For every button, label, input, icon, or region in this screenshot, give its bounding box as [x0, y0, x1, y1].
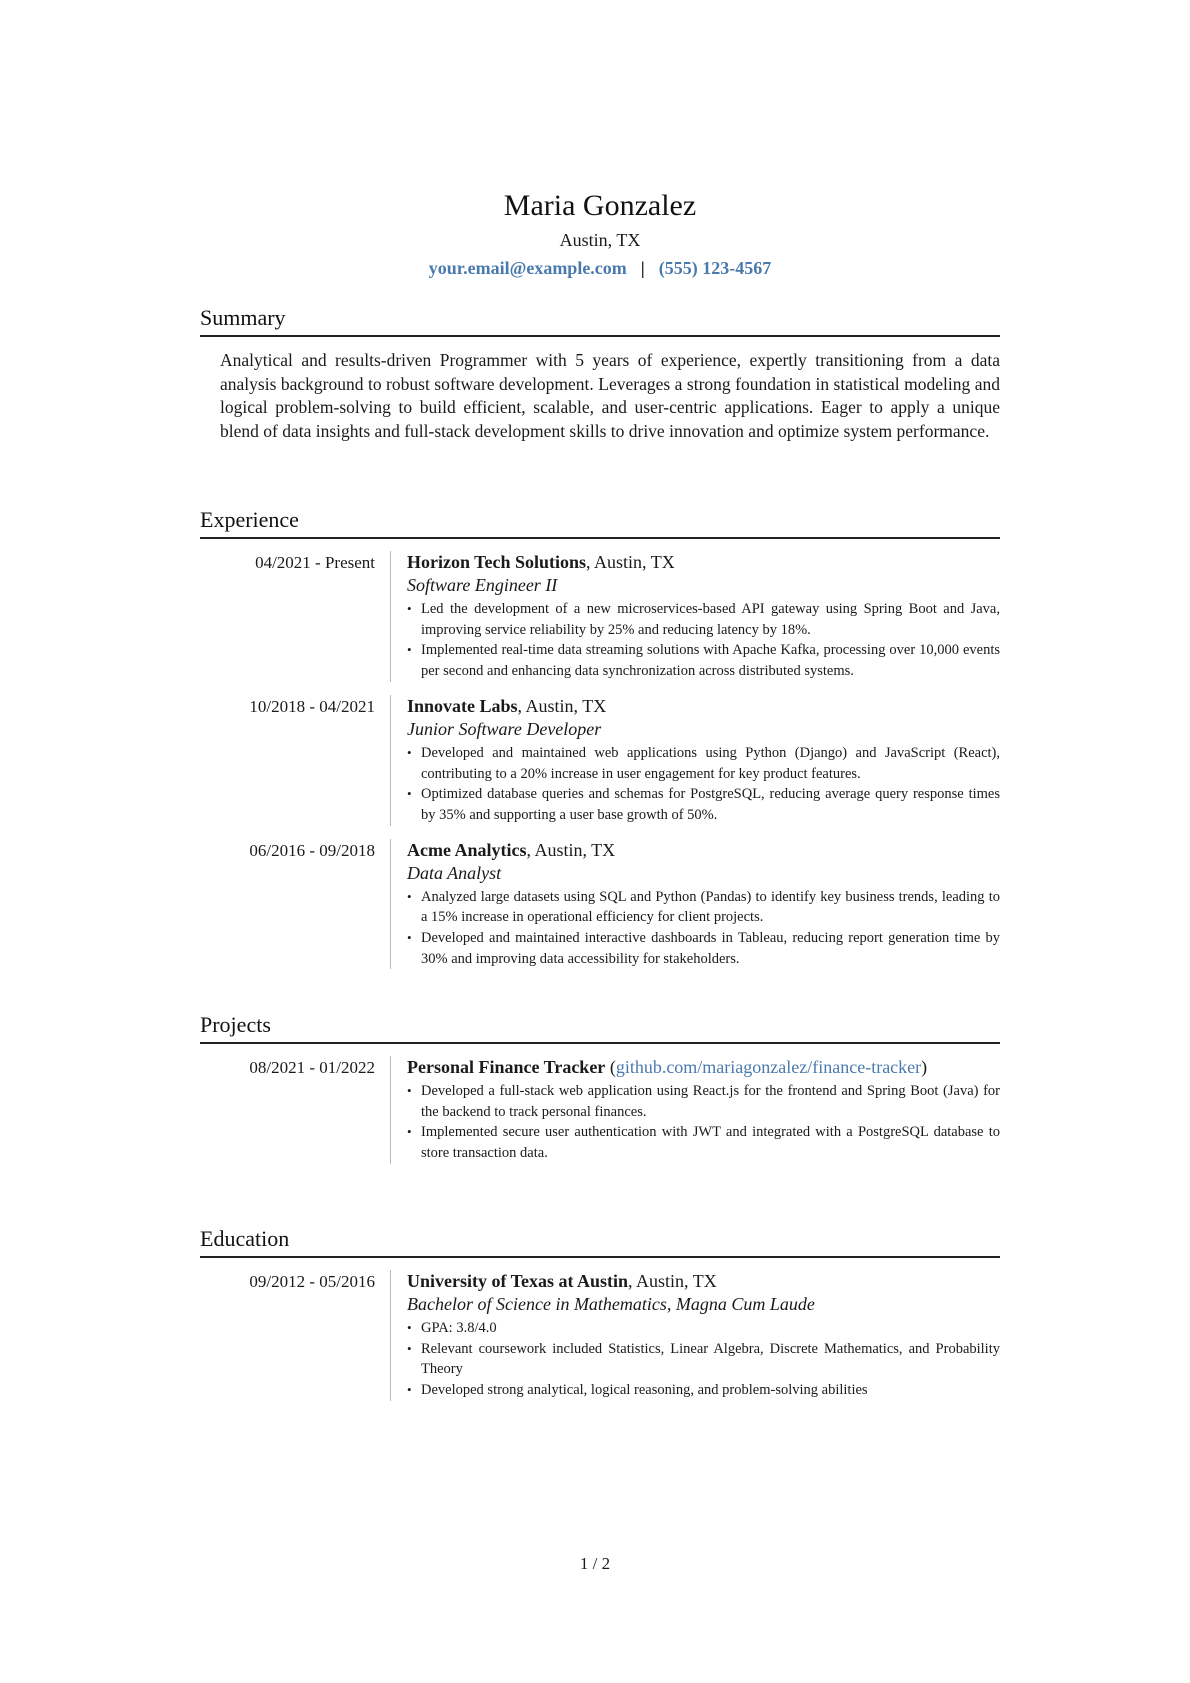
- entry-date: 06/2016 - 09/2018: [200, 839, 391, 970]
- org-line: [407, 695, 1000, 718]
- org-line: [407, 1270, 1000, 1293]
- bullet-item: • Relevant coursework included Statistics, Linear Algebra, Discrete Mathematics, and Probability Theory: [407, 1339, 1000, 1380]
- project-title-line: [407, 1056, 1000, 1079]
- section-title-projects: Projects: [200, 1011, 1000, 1044]
- project-link[interactable]: github.com/mariagonzalez/finance-tracker: [615, 1057, 922, 1077]
- org-name: Horizon Tech Solutions: [407, 552, 587, 572]
- experience-entry: [200, 551, 1000, 682]
- org-location: , Austin, TX: [517, 695, 607, 716]
- candidate-name: Maria Gonzalez: [503, 189, 697, 222]
- education-entry: [200, 1270, 1000, 1401]
- bullet-item: • Developed and maintained interactive dashboards in Tableau, reducing report generation time by 30% and improving data accessibility for stakeholders.: [407, 928, 1000, 969]
- page-number: 1 / 2: [579, 1554, 611, 1573]
- school-location: , Austin, TX: [628, 1271, 717, 1291]
- section-title-education: Education: [200, 1225, 1000, 1258]
- resume-header: [200, 188, 1000, 280]
- bullet-list: [407, 599, 1000, 682]
- entry-date: 09/2012 - 05/2016: [200, 1270, 391, 1401]
- bullet-list: [407, 1318, 1000, 1401]
- org-location: , Austin, TX: [586, 552, 675, 572]
- entry-body: [391, 551, 1000, 682]
- org-line: [407, 839, 1000, 862]
- entry-body: [391, 1056, 1000, 1164]
- entry-date: 08/2021 - 01/2022: [200, 1056, 391, 1164]
- bullet-list: [407, 887, 1000, 970]
- job-title: Software Engineer II: [407, 575, 558, 595]
- summary-section: [200, 304, 1000, 443]
- entry-date: 04/2021 - Present: [200, 551, 391, 682]
- entry-body: [391, 839, 1000, 970]
- bullet-item: • Implemented secure user authentication with JWT and integrated with a PostgreSQL database to store transaction data.: [407, 1122, 1000, 1163]
- bullet-item: • GPA: 3.8/4.0: [407, 1318, 1000, 1339]
- school-name: University of Texas at Austin: [407, 1271, 629, 1291]
- contact-line: [200, 256, 1000, 280]
- org-location: , Austin, TX: [526, 839, 616, 860]
- bullet-item: • Developed and maintained web applications using Python (Django) and JavaScript (React), contributing to a 20% increase in user engagement for key product features.: [407, 743, 1000, 784]
- close-paren: ): [921, 1057, 928, 1077]
- contact-separator: |: [640, 258, 645, 278]
- projects-section: [200, 1011, 1000, 1164]
- project-name: Personal Finance Tracker: [407, 1057, 606, 1077]
- bullet-item: • Led the development of a new microservices-based API gateway using Spring Boot and Java, improving service reliability by 25% and reducing latency by 18%.: [407, 599, 1000, 640]
- job-title: Junior Software Developer: [407, 718, 602, 739]
- project-entry: [200, 1056, 1000, 1164]
- entry-date: 10/2018 - 04/2021: [200, 695, 391, 826]
- job-title: Data Analyst: [407, 862, 502, 883]
- education-section: [200, 1225, 1000, 1401]
- candidate-location: Austin, TX: [559, 230, 641, 250]
- entry-body: [391, 1270, 1000, 1401]
- experience-entry: [200, 839, 1000, 970]
- open-paren: (: [605, 1057, 616, 1077]
- degree: Bachelor of Science in Mathematics, Magna Cum Laude: [407, 1294, 815, 1314]
- phone-link[interactable]: (555) 123-4567: [658, 258, 772, 278]
- section-title-summary: Summary: [200, 304, 1000, 337]
- bullet-item: • Analyzed large datasets using SQL and Python (Pandas) to identify key business trends, leading to a 15% increase in operational efficiency for client projects.: [407, 887, 1000, 928]
- bullet-list: [407, 1081, 1000, 1164]
- bullet-item: • Implemented real-time data streaming solutions with Apache Kafka, processing over 10,000 events per second and enhancing data synchronization across distributed systems.: [407, 640, 1000, 681]
- section-title-experience: Experience: [200, 506, 1000, 539]
- bullet-item: • Developed a full-stack web application using React.js for the frontend and Spring Boot (Java) for the backend to track personal finances.: [407, 1081, 1000, 1122]
- experience-entry: [200, 695, 1000, 826]
- bullet-list: [407, 743, 1000, 826]
- bullet-item: • Developed strong analytical, logical reasoning, and problem-solving abilities: [407, 1380, 1000, 1401]
- org-name: Innovate Labs: [407, 695, 518, 716]
- org-name: Acme Analytics: [407, 839, 527, 860]
- email-link[interactable]: your.email@example.com: [428, 258, 627, 278]
- org-line: [407, 551, 1000, 574]
- experience-section: [200, 506, 1000, 969]
- entry-body: [391, 695, 1000, 826]
- bullet-item: • Optimized database queries and schemas for PostgreSQL, reducing average query response times by 35% and supporting a user base growth of 50%.: [407, 784, 1000, 825]
- summary-text: Analytical and results-driven Programmer with 5 years of experience, expertly transitioning from a data analysis background to robust software development. Leverages a strong foundation in statistical modeling and logical problem-solving to build efficient, scalable, and user-centric applications. Eager to apply a unique blend of data insights and full-stack development skills to drive innovation and optimize system performance.: [220, 350, 1000, 441]
